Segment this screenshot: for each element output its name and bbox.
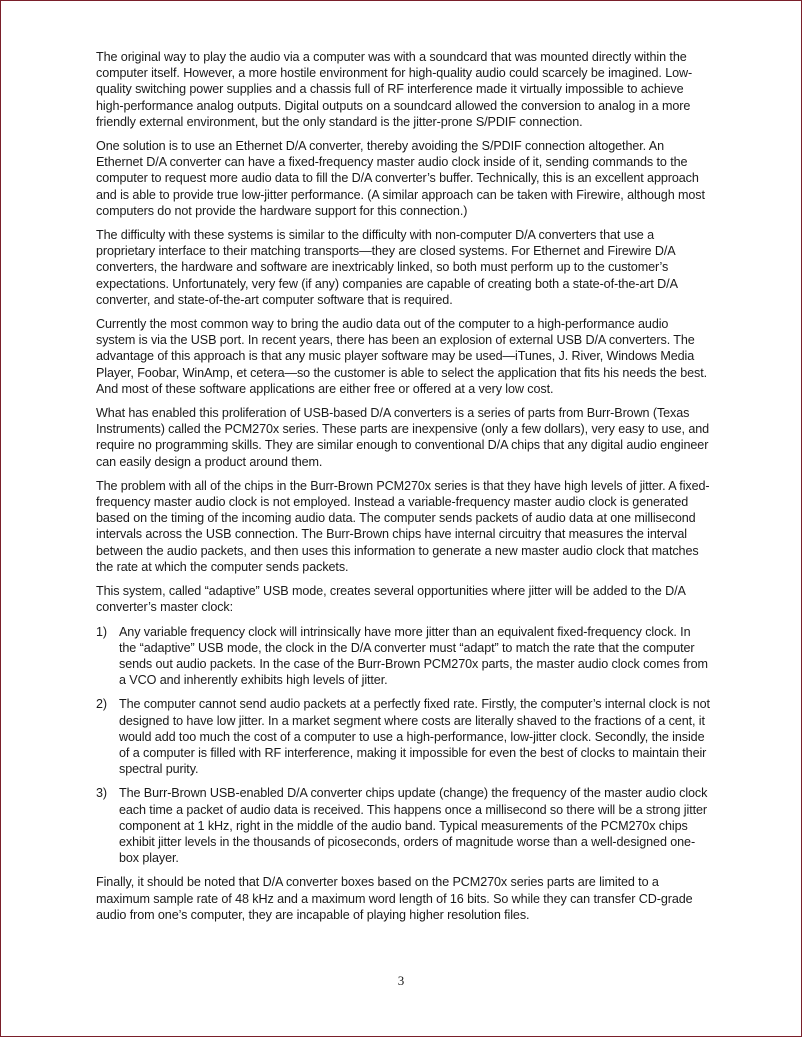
list-item: [96, 624, 710, 689]
list-item-number: 2): [96, 697, 107, 712]
paragraph-soundcard: The original way to play the audio via a computer was with a soundcard that was mounted directly within the computer itself. However, a more hostile environment for high-quality audio could scarcely be imagined. Low-quality switching power supplies and a chassis full of RF interference made it virtually impossible to achieve high-performance analog outputs. Digital outputs on a soundcard allowed the conversion to analog in a more friendly external environment, but the only standard is the jitter-prone S/PDIF connection.: [96, 50, 693, 129]
paragraph-jitter-problem: The problem with all of the chips in the Burr-Brown PCM270x series is that they have high levels of jitter. A fixed-frequency master audio clock is not employed. Instead a variable-frequency master audio clock is generated based on the timing of the incoming audio data. The computer sends packets of audio data at one millisecond intervals across the USB connection. The Burr-Brown chips have internal circuitry that measures the interval between the audio packets, and then uses this information to generate a new master audio clock that matches the rate at which the computer sends packets.: [96, 478, 710, 574]
list-item: [96, 785, 710, 866]
list-item: [96, 696, 710, 777]
body-text: [96, 49, 710, 931]
paragraph-closed-systems: The difficulty with these systems is similar to the difficulty with non-computer D/A converters that use a proprietary interface to their matching transports—they are closed systems. For Ethernet and Firewire D/A converters, the hardware and software are inextricably linked, so both must perform up to the customer’s expectations. Unfortunately, very few (if any) companies are capable of creating both a state-of-the-art D/A converter, and state-of-the-art computer software that is required.: [96, 228, 678, 307]
paragraph-adaptive-mode: This system, called “adaptive” USB mode, creates several opportunities where jitter will be added to the D/A converter’s master clock:: [96, 584, 686, 615]
page-number: 3: [397, 973, 405, 988]
paragraph-closing: Finally, it should be noted that D/A converter boxes based on the PCM270x series parts are limited to a maximum sample rate of 48 kHz and a maximum word length of 16 bits. So while they can transfer CD-grade audio from one’s computer, they are incapable of playing higher resolution files.: [96, 875, 693, 922]
paragraph-pcm270x: What has enabled this proliferation of USB-based D/A converters is a series of parts from Burr-Brown (Texas Instruments) called the PCM270x series. These parts are inexpensive (only a few dollars), very easy to use, and require no programming skills. They are similar enough to conventional D/A chips that any digital audio engineer can easily design a product around them.: [96, 406, 710, 469]
list-item-text: The computer cannot send audio packets at a perfectly fixed rate. Firstly, the computer’s internal clock is not designed to have low jitter. In a market segment where costs are literally shaved to the fractions of a cent, it would add too much the cost of a computer to use a high-performance, low-jitter clock. Secondly, the inside of a computer is filled with RF interference, making it impossible for even the best of clocks to maintain their spectral purity.: [119, 697, 710, 777]
list-item-number: 3): [96, 786, 107, 801]
paragraph-usb-port: Currently the most common way to bring the audio data out of the computer to a high-performance audio system is via the USB port. In recent years, there has been an explosion of external USB D/A converters. The advantage of this approach is that any music player software may be used—iTunes, J. River, Windows Media Player, Foobar, WinAmp, et cetera—so the customer is able to select the application that fits his needs the best. And most of these software applications are either free or offered at a very low cost.: [96, 317, 708, 396]
list-item-number: 1): [96, 624, 107, 639]
list-item-text: Any variable frequency clock will intrinsically have more jitter than an equivalent fixed-frequency clock. In the “adaptive” USB mode, the clock in the D/A converter must “adapt” to match the rate that the computer sends out audio packets. In the case of the Burr-Brown PCM270x parts, the master audio clock comes from a VCO and inherently exhibits high levels of jitter.: [119, 624, 708, 688]
jitter-sources-list: [96, 624, 710, 867]
paragraph-ethernet: One solution is to use an Ethernet D/A converter, thereby avoiding the S/PDIF connection altogether. An Ethernet D/A converter can have a fixed-frequency master audio clock inside of it, sending commands to the computer to request more audio data to fill the D/A converter’s buffer. Technically, this is an excellent approach and is able to provide true low-jitter performance. (A similar approach can be taken with Firewire, although most computers do not provide the hardware support for this connection.): [96, 139, 705, 218]
list-item-text: The Burr-Brown USB-enabled D/A converter chips update (change) the frequency of the master audio clock each time a packet of audio data is received. This happens once a millisecond so there will be a strong jitter component at 1 kHz, right in the middle of the audio band. Typical measurements of the PCM270x chips exhibit jitter levels in the thousands of picoseconds, orders of magnitude worse than a well-designed one-box player.: [119, 786, 708, 866]
